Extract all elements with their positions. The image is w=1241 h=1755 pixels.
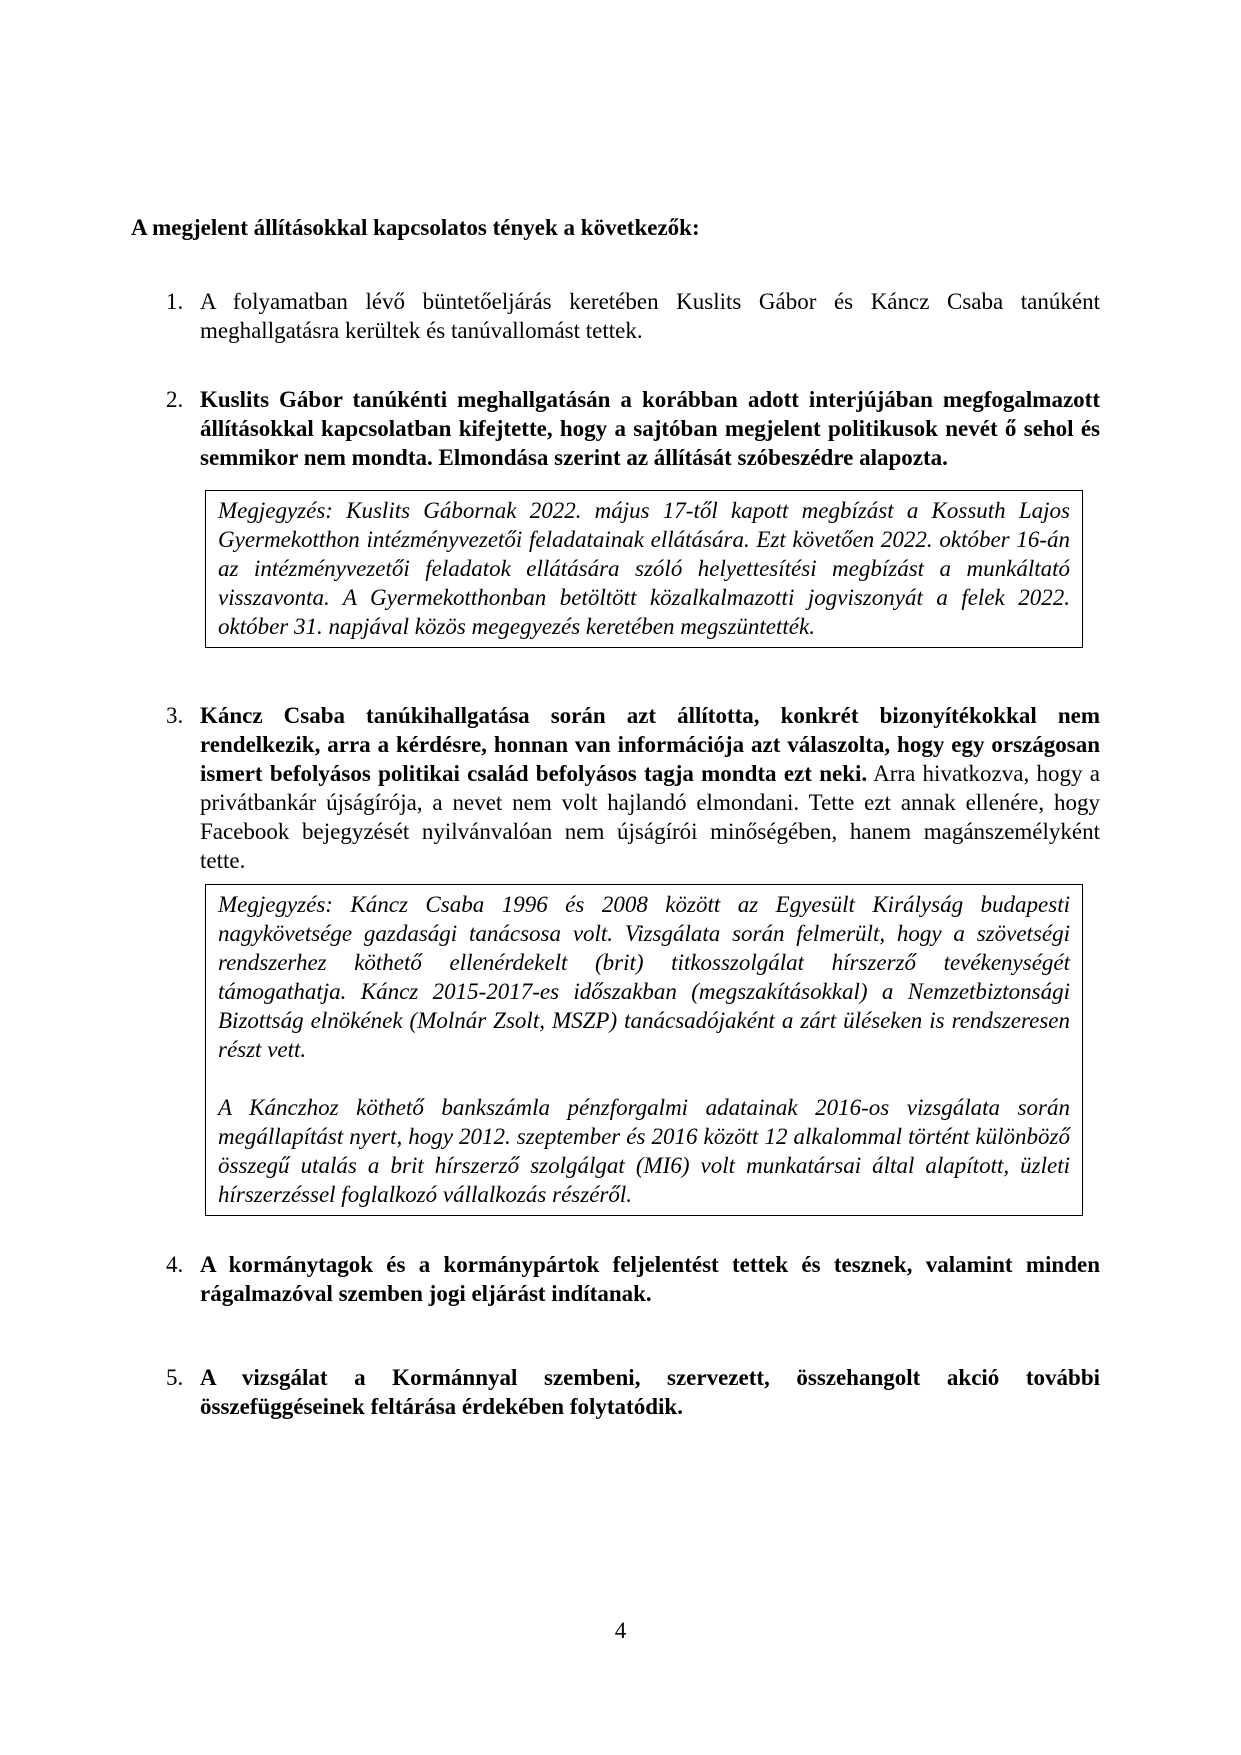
list-item-4 bbox=[166, 1250, 1100, 1308]
page-heading: A megjelent állításokkal kapcsolatos tények a következők: bbox=[131, 215, 700, 240]
list-item-1-number: 1. bbox=[166, 289, 184, 314]
list-item-4-text: A kormánytagok és a kormánypártok feljelentést tettek és tesznek, valamint minden rágalmazóval szemben jogi eljárást indítanak. bbox=[200, 1252, 1100, 1306]
list-item-2-number: 2. bbox=[166, 387, 184, 412]
list-item-3-bold-text: Káncz Csaba tanúkihallgatása során azt állította, konkrét bizonyítékokkal nem rendelkezik, arra a kérdésre, honnan van információja azt válaszolta, hogy egy országosan ismert befolyásos politikai család befolyásos tagja mondta ezt neki. bbox=[200, 703, 1100, 786]
note-box-kuslits-text: Megjegyzés: Kuslits Gábornak 2022. május 17-től kapott megbízást a Kossuth Lajos Gyermekotthon intézményvezetői feladatainak ellátására. Ezt követően 2022. október 16-án az intézményvezetői feladatok ellátására szóló helyettesítési megbízást a munkáltató visszavonta. A Gyermekotthonban betöltött közalkalmazotti jogviszonyát a felek 2022. október 31. napjával közös megegyezés keretében megszüntették. bbox=[218, 498, 1070, 639]
list-item-3 bbox=[166, 701, 1100, 875]
note-box-kancz bbox=[205, 884, 1083, 1216]
note-box-kancz-paragraph-2: A Kánczhoz köthető bankszámla pénzforgalmi adatainak 2016-os vizsgálata során megállapítást nyert, hogy 2012. szeptember és 2016 között 12 alkalommal történt különböző összegű utalás a brit hírszerző szolgálgat (MI6) volt munkatársai által alapított, üzleti hírszerzéssel foglalkozó vállalkozás részéről. bbox=[218, 1095, 1070, 1207]
list-item-5-text: A vizsgálat a Kormánnyal szembeni, szervezett, összehangolt akció további összefüggéseinek feltárása érdekében folytatódik. bbox=[200, 1365, 1100, 1419]
list-item-3-regular-text: Arra hivatkozva, hogy a privátbankár újságírója, a nevet nem volt hajlandó elmondani. Tette ezt annak ellenére, hogy Facebook bejegyzését nyilvánvalóan nem újságírói minőségében, hanem magánszemélyként tette. bbox=[200, 761, 1100, 873]
list-item-5-number: 5. bbox=[166, 1365, 184, 1390]
note-box-kuslits bbox=[205, 490, 1083, 648]
list-item-3-text bbox=[200, 701, 1100, 875]
list-item-4-number: 4. bbox=[166, 1252, 184, 1277]
list-item-2 bbox=[166, 385, 1100, 472]
list-item-3-number: 3. bbox=[166, 703, 184, 728]
document-content bbox=[131, 213, 1100, 1421]
list-item-1 bbox=[166, 287, 1100, 345]
list-item-1-text: A folyamatban lévő büntetőeljárás keretében Kuslits Gábor és Káncz Csaba tanúként meghallgatásra kerültek és tanúvallomást tettek. bbox=[200, 289, 1100, 343]
note-box-kancz-paragraph-1: Megjegyzés: Káncz Csaba 1996 és 2008 között az Egyesült Királyság budapesti nagykövetsége gazdasági tanácsosa volt. Vizsgálata során felmerült, hogy a szövetségi rendszerhez köthető ellenérdekelt (brit) titkosszolgálat hírszerző tevékenységét támogathatja. Káncz 2015-2017-es időszakban (megszakításokkal) a Nemzetbiztonsági Bizottság elnökének (Molnár Zsolt, MSZP) tanácsadójaként a zárt üléseken is rendszeresen részt vett. bbox=[218, 892, 1070, 1062]
list-item-2-text: Kuslits Gábor tanúkénti meghallgatásán a korábban adott interjújában megfogalmazott állításokkal kapcsolatban kifejtette, hogy a sajtóban megjelent politikusok nevét ő sehol és semmikor nem mondta. Elmondása szerint az állítását szóbeszédre alapozta. bbox=[200, 387, 1100, 470]
page-number: 4 bbox=[614, 1618, 627, 1643]
list-item-5 bbox=[166, 1363, 1100, 1421]
